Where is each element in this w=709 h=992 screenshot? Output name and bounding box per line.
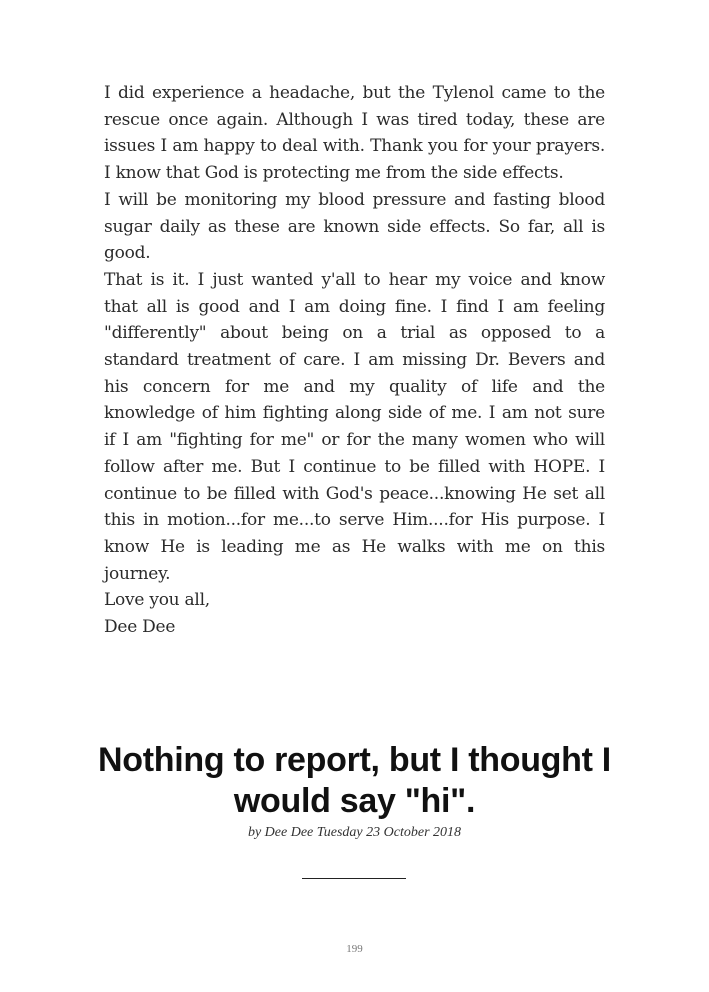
- post-byline: by Dee Dee Tuesday 23 October 2018: [247, 825, 462, 840]
- signature: Dee Dee: [104, 617, 176, 638]
- paragraph-trial: That is it. I just wanted y'all to hear my voice and know that all is good and I am doing fine. I find I am feeling "differently" about being on a trial as opposed to a standard treatment of care. I am missing Dr. Bevers and his concern for me and my quality of life and the knowledge of him fighting along side of me. I am not sure if I am "fighting for me" or for the many women who will follow after me. But I continue to be filled with HOPE. I continue to be filled with God's peace...knowing He set all this in motion...for me...to serve Him....for His purpose. I know He is leading me as He walks with me on this journey.: [104, 269, 605, 584]
- paragraph-monitoring: I will be monitoring my blood pressure and fasting blood sugar daily as these are known side effects. So far, all is good.: [104, 189, 605, 264]
- paragraph-headache: I did experience a headache, but the Tylenol came to the rescue once again. Although I was tired today, these are issues I am happy to deal with. Thank you for your prayers. I know that God is protecting me from the side effects.: [104, 83, 605, 184]
- post-title: Nothing to report, but I thought I would say "hi".: [98, 741, 611, 820]
- post-body: [104, 80, 605, 641]
- closing-line: Love you all,: [104, 590, 210, 611]
- page-number: 199: [346, 943, 363, 955]
- section-divider: [302, 878, 406, 879]
